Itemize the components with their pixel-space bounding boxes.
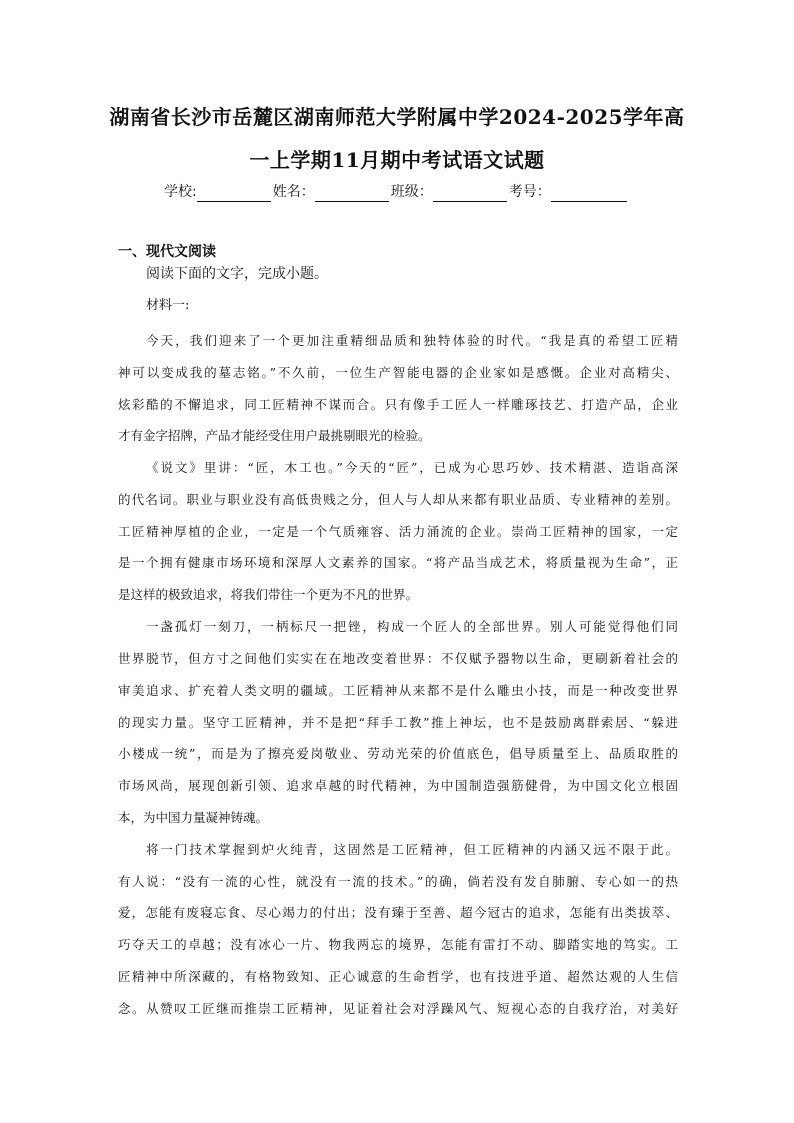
class-blank xyxy=(433,187,507,202)
passage-line: 《说文》里讲：“匠，木工也。”今天的“匠”，已成为心思巧妙、技术精湛、造诣高深 xyxy=(146,460,678,475)
passage-line: 的现实力量。坚守工匠精神，并不是把“拜手工教”推上神坛，也不是鼓励离群索居、“躲进 xyxy=(118,715,678,730)
passage-line: 小楼成一统”，而是为了擦亮爱岗敬业、劳动光荣的价值底色，倡导质量至上、品质取胜的 xyxy=(118,746,678,761)
name-blank xyxy=(315,187,389,202)
exam-number-blank xyxy=(551,187,627,202)
passage-line: 今天，我们迎来了一个更加注重精细品质和独特体验的时代。“我是真的希望工匠精 xyxy=(146,333,678,348)
passage-line: 的代名词。职业与职业没有高低贵贱之分，但人与人却从来都有职业品质、专业精神的差别。 xyxy=(118,492,678,507)
passage-line: 爱，怎能有废寝忘食、尽心竭力的付出；没有臻于至善、超今冠古的追求，怎能有出类拔萃、 xyxy=(118,905,678,920)
section-heading: 一、现代文阅读 xyxy=(118,244,216,260)
school-blank xyxy=(197,187,271,202)
passage-line: 审美追求、扩充着人类文明的疆域。工匠精神从来都不是什么雕虫小技，而是一种改变世界 xyxy=(118,683,678,698)
material-label: 材料一: xyxy=(146,298,190,313)
passage-line: 一盏孤灯一刻刀，一柄标尺一把锉，构成一个匠人的全部世界。别人可能觉得他们同 xyxy=(146,619,678,634)
passage-line: 世界脱节，但方寸之间他们实实在在地改变着世界：不仅赋予器物以生命，更刷新着社会的 xyxy=(118,651,678,666)
passage-line: 念。从赞叹工匠继而推崇工匠精神，见证着社会对浮躁风气、短视心态的自我疗治，对美好 xyxy=(118,1001,678,1016)
passage-line: 工匠精神厚植的企业，一定是一个气质雍容、活力涌流的企业。崇尚工匠精神的国家，一定 xyxy=(118,524,678,539)
class-label: 班级： xyxy=(390,184,433,200)
passage-line: 才有金字招牌，产品才能经受住用户最挑剔眼光的检验。 xyxy=(118,428,431,443)
student-info-row xyxy=(164,182,629,202)
title-line-1: 湖南省长沙市岳麓区湖南师范大学附属中学2024-2025学年高 xyxy=(109,105,685,129)
passage-line: 将一门技术掌握到炉火纯青，这固然是工匠精神，但工匠精神的内涵又远不限于此。 xyxy=(146,842,678,857)
reading-instruction: 阅读下面的文字，完成小题。 xyxy=(146,266,328,282)
exam-number-label: 考号： xyxy=(508,184,551,200)
name-label: 姓名： xyxy=(272,184,315,200)
passage-line: 炫彩酷的不懈追求，同工匠精神不谋而合。只有像手工匠人一样雕琢技艺、打造产品，企业 xyxy=(118,397,678,412)
passage-line: 市场风尚，展现创新引领、追求卓越的时代精神，为中国制造强筋健骨，为中国文化立根固 xyxy=(118,778,678,793)
passage-line: 本，为中国力量凝神铸魂。 xyxy=(118,810,269,825)
passage-line: 是这样的极致追求，将我们带往一个更为不凡的世界。 xyxy=(118,587,419,602)
passage-line: 是一个拥有健康市场环境和深厚人文素养的国家。“将产品当成艺术，将质量视为生命”，正 xyxy=(118,555,678,570)
passage-line: 巧夺天工的卓越；没有冰心一片、物我两忘的境界，怎能有雷打不动、脚踏实地的笃实。工 xyxy=(118,937,678,952)
passage-line: 匠精神中所深藏的，有格物致知、正心诚意的生命哲学，也有技进乎道、超然达观的人生信 xyxy=(118,969,678,984)
school-label: 学校: xyxy=(164,184,197,200)
title-line-2: 一上学期11月期中考试语文试题 xyxy=(249,148,545,172)
passage-line: 有人说：“没有一流的心性，就没有一流的技术。”的确，倘若没有发自肺腑、专心如一的热 xyxy=(118,874,678,889)
passage-line: 神可以变成我的墓志铭。”不久前，一位生产智能电器的企业家如是感慨。企业对高精尖、 xyxy=(118,365,678,380)
